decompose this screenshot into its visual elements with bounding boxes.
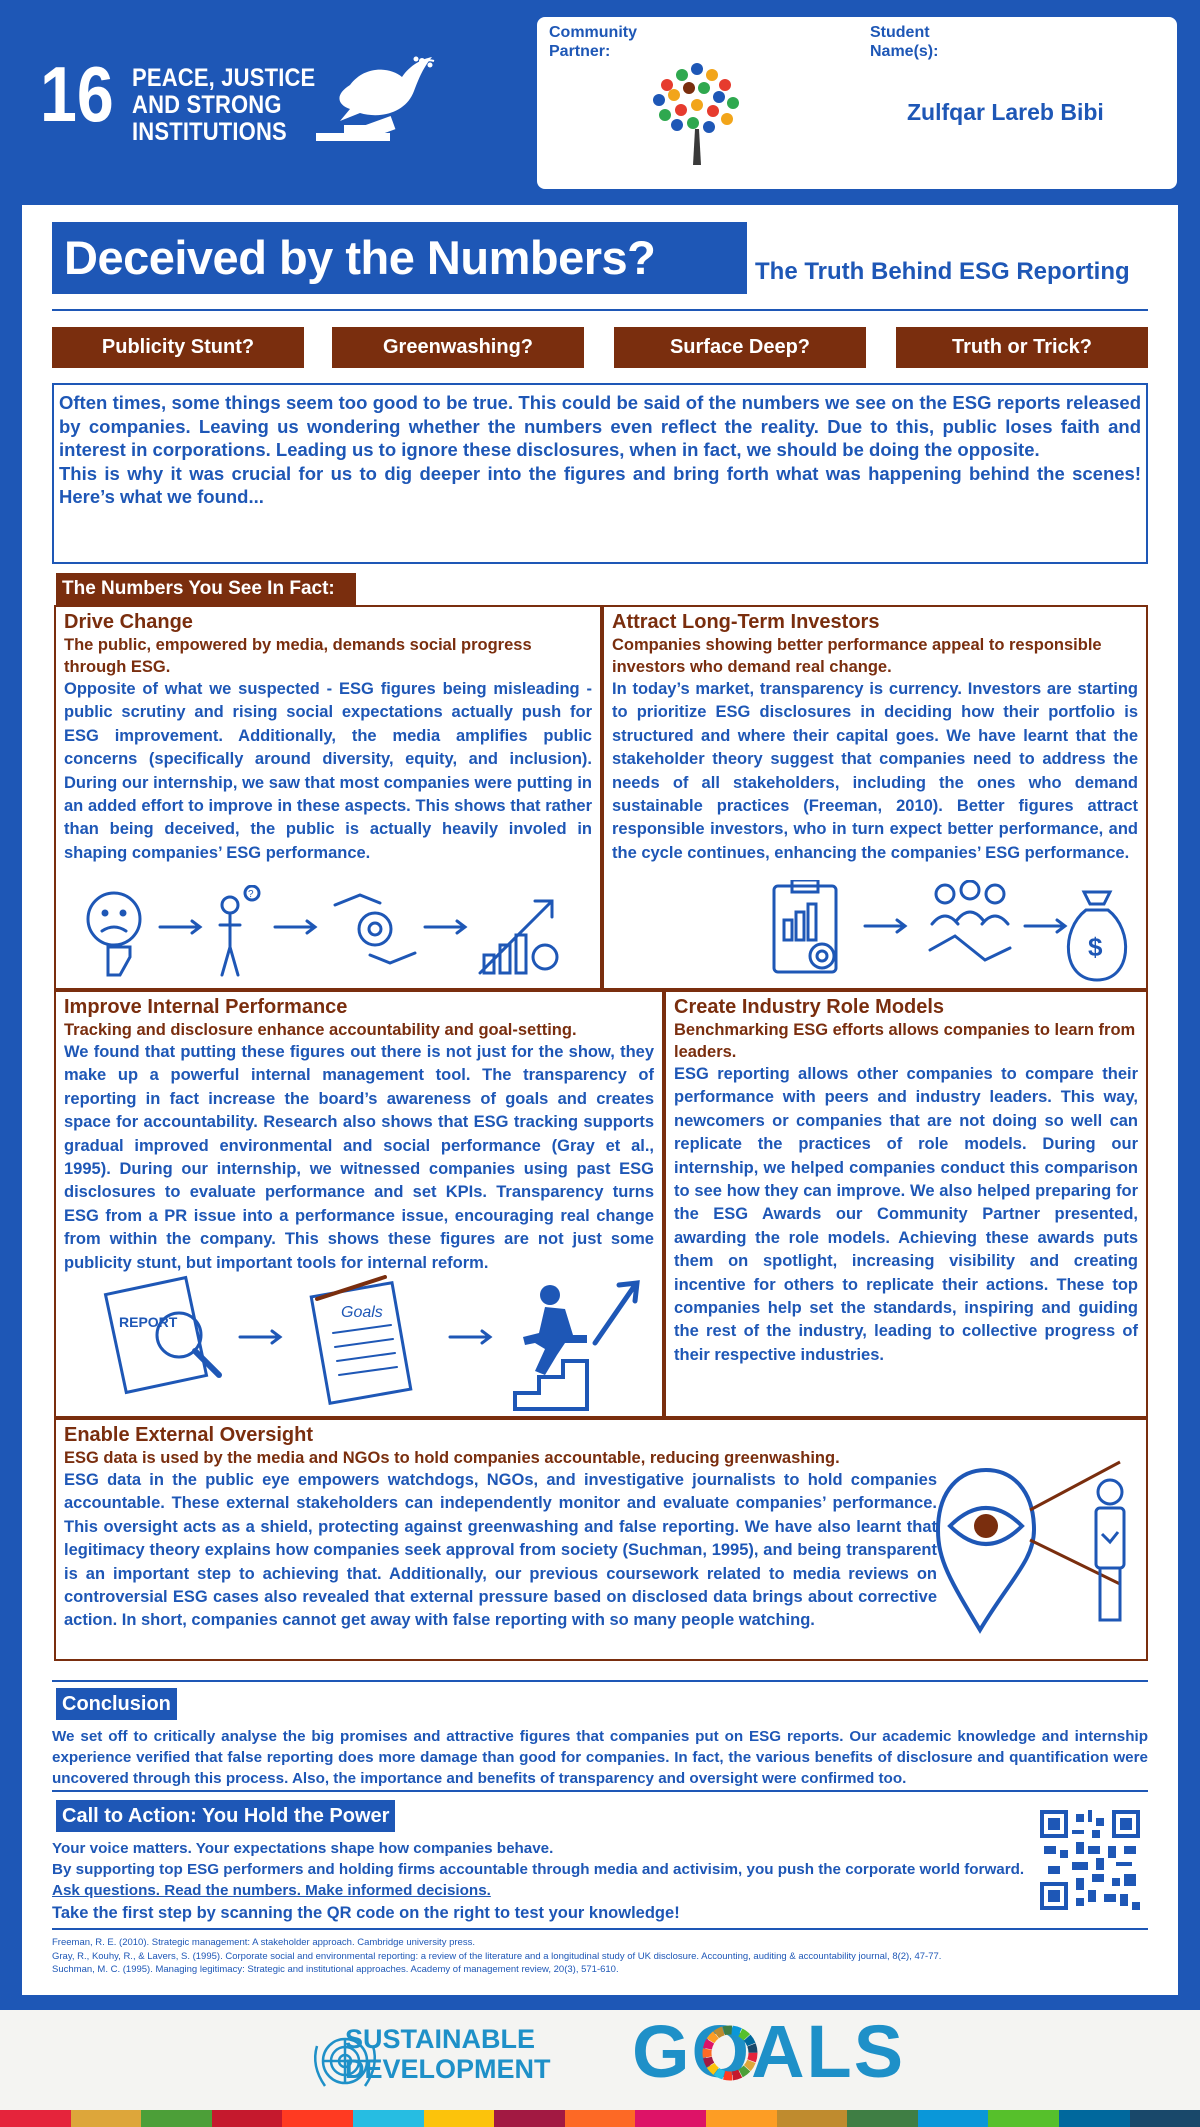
sdg-title-line: AND STRONG xyxy=(132,91,282,119)
sdg16-badge xyxy=(40,50,420,165)
references xyxy=(52,1936,1152,1977)
intro-paragraph: This is why it was crucial for us to dig deeper into the figures and bring forth what was happening behind the scenes! Here’s what we found... xyxy=(59,462,1141,507)
card-body: We found that putting these figures out there is not just for the show, they make up a powerful internal management tool. The transparency of reporting in fact increase the board’s awareness of goals and creates space for accountability. Research also shows that ESG tracking supports gradual improved environmental and social performance (Gray et al., 1995). During our internship, we witnessed companies using past ESG disclosures to evaluate performance and set KPIs. Transparency turns ESG from a PR issue into a performance issue, encouraging real change from within the company. This shows these figures are not just some publicity stunt, but important tools for internal reform. xyxy=(64,1043,654,1272)
cta-line: Take the first step by scanning the QR code on the right to test your knowledge! xyxy=(52,1904,680,1922)
arrow-icon xyxy=(1025,920,1065,932)
arrow-icon xyxy=(865,920,905,932)
card-title: Improve Internal Performance xyxy=(64,996,348,1018)
card-lead: ESG data is used by the media and NGOs to hold companies accountable, reducing greenwashing. xyxy=(64,1449,840,1467)
divider xyxy=(52,1790,1148,1792)
clipboard-target-icon xyxy=(774,880,836,972)
sdg-wordmark-line: SUSTAINABLE xyxy=(345,2024,536,2054)
goals-label: Goals xyxy=(341,1304,383,1321)
pill-surface: Surface Deep? xyxy=(614,327,866,368)
label-line: Student xyxy=(870,24,930,41)
cta-heading: Call to Action: You Hold the Power xyxy=(56,1800,395,1832)
sdg-title-line: INSTITUTIONS xyxy=(132,118,287,146)
reference-item: Suchman, M. C. (1995). Managing legitimacy: Strategic and institutional approaches. Academy of management review, 20(3), 571-610. xyxy=(52,1964,619,1975)
card-title: Attract Long-Term Investors xyxy=(612,611,880,633)
attract-investors-flow xyxy=(770,880,1135,985)
cta-body xyxy=(52,1838,1032,1924)
cta-link[interactable]: Ask questions. Read the numbers. Make informed decisions. xyxy=(52,1882,491,1899)
pill-truth: Truth or Trick? xyxy=(896,327,1148,368)
divider xyxy=(52,1680,1148,1682)
card-title: Drive Change xyxy=(64,611,193,633)
arrow-icon xyxy=(275,921,315,933)
cta-line: Your voice matters. Your expectations shape how companies behave. xyxy=(52,1840,554,1857)
card-title: Enable External Oversight xyxy=(64,1424,313,1446)
card-lead: Tracking and disclosure enhance accountability and goal-setting. xyxy=(64,1021,577,1039)
sdg-footer xyxy=(0,2010,1200,2110)
sdg-number: 16 xyxy=(40,50,114,138)
label-line: Partner: xyxy=(549,43,611,60)
community-partner-label xyxy=(549,23,637,61)
facts-heading: The Numbers You See In Fact: xyxy=(56,573,356,605)
goals-document-icon xyxy=(311,1277,411,1403)
sdg-wheel-icon xyxy=(701,2024,759,2082)
arrow-icon xyxy=(240,1331,280,1343)
card-lead: Companies showing better performance appeal to responsible investors who demand real change. xyxy=(612,636,1102,676)
card-lead: The public, empowered by media, demands social progress through ESG. xyxy=(64,636,532,676)
card-body: In today’s market, transparency is currency. Investors are starting to prioritize ESG disclosures in deciding how their portfolio is structured and where their capital goes. We have learnt that the stakeholder theory suggest that companies need to address the needs of all stakeholders, including the ones who demand sustainable practices (Freeman, 2010). Better figures attract responsible investors, who in turn expect better performance, and the cycle continues, enhancing the companies’ ESG performance. xyxy=(612,680,1138,862)
eye-location-icon xyxy=(938,1470,1034,1630)
divider xyxy=(52,1928,1148,1930)
person-watching-icon xyxy=(1096,1480,1124,1620)
cta-line: By supporting top ESG performers and holding firms accountable through media and activisim, you push the corporate world forward. xyxy=(52,1861,1025,1878)
sdg-title xyxy=(132,65,315,146)
sdg-wordmark xyxy=(345,2024,551,2084)
arrow-icon xyxy=(425,921,465,933)
improve-performance-flow xyxy=(95,1275,655,1413)
growth-chart-icon xyxy=(480,901,557,973)
report-magnifier-icon xyxy=(106,1278,219,1393)
poster-title: Deceived by the Numbers? xyxy=(52,222,747,294)
sdg-title-line: PEACE, JUSTICE xyxy=(132,64,316,92)
reference-item: Freeman, R. E. (2010). Strategic management: A stakeholder approach. Cambridge university press. xyxy=(52,1937,475,1948)
qr-code-icon[interactable] xyxy=(1040,1810,1140,1910)
conclusion-body: We set off to critically analyse the big promises and attractive figures that companies put on ESG reports. Our academic knowledge and internship experience verified that false reporting does more damage than good for companies. In fact, the various benefits of disclosure and quantification were uncovered through this process. Also, the importance and benefits of transparency and oversight were confirmed too. xyxy=(52,1728,1148,1787)
unhappy-face-icon xyxy=(88,893,140,975)
gear-hands-icon xyxy=(335,895,415,963)
card-body: Opposite of what we suspected - ESG figures being misleading - public scrutiny and rising social expectations actually push for ESG improvement. Additionally, the media amplifies public concerns (specifically around diversity, equity, and inclusion). During our internship, we saw that most companies were putting in an added effort to improve in these aspects. This shows that rather than being deceived, the public is actually heavily involed in shaping companies’ ESG performance. xyxy=(64,680,592,862)
arrow-icon xyxy=(450,1331,490,1343)
sdg-color-strip xyxy=(0,2110,1200,2127)
poster-subtitle: The Truth Behind ESG Reporting xyxy=(755,258,1130,285)
climbing-stairs-icon xyxy=(515,1283,637,1409)
dove-gavel-icon xyxy=(310,55,450,155)
handshake-team-icon xyxy=(930,881,1010,960)
student-names-label xyxy=(870,23,938,61)
money-bag-icon xyxy=(1068,892,1125,980)
student-name: Zulfqar Lareb Bibi xyxy=(907,99,1104,125)
partner-card xyxy=(537,17,1177,189)
card-role-models xyxy=(664,990,1148,1418)
divider xyxy=(52,309,1148,311)
confused-person-icon xyxy=(220,886,259,975)
arrow-icon xyxy=(160,921,200,933)
label-line: Name(s): xyxy=(870,43,939,60)
drive-change-flow xyxy=(80,885,580,985)
card-body: ESG data in the public eye empowers watchdogs, NGOs, and investigative journalists to hold companies accountable. These external stakeholders can independently monitor and evaluate companies’ performance. This oversight acts as a shield, protecting against greenwashing and false reporting. We have also learnt that legitimacy theory explains how companies seek approval from society (Suchman, 1995), and being transparent is an important step to achieving that. Additionally, our previous coursework related to media reviews on controversial ESG cases also revealed that external pressure based on disclosed data brings about corrective action. In short, companies cannot get away with false reporting with so many people watching. xyxy=(64,1471,937,1630)
partner-tree-logo xyxy=(637,55,757,175)
label-line: Community xyxy=(549,24,637,41)
oversight-illustration xyxy=(930,1450,1140,1635)
report-label: REPORT xyxy=(119,1314,178,1330)
card-lead: Benchmarking ESG efforts allows companies to learn from leaders. xyxy=(674,1021,1136,1061)
card-body: ESG reporting allows other companies to compare their performance with peers and industry leaders. This way, newcomers or companies that are not doing so well can replicate the practices of role models. During our internship, we helped companies conduct this comparison to see how they can improve. We also helped preparing for the ESG Awards our Community Partner presented, awarding the role models. Achieving these awards puts them on spotlight, increasing visibility and creating incentive for others to replicate their actions. These top companies help set the standards, inspiring and guiding the rest of the industry, leading to collective progress of their respective industries. xyxy=(674,1065,1138,1364)
pill-greenwashing: Greenwashing? xyxy=(332,327,584,368)
svg-text:?: ? xyxy=(248,889,254,900)
pill-publicity: Publicity Stunt? xyxy=(52,327,304,368)
reference-item: Gray, R., Kouhy, R., & Lavers, S. (1995). Corporate social and environmental reporting: a review of the literature and a longitudinal study of UK disclosure. Accounting, auditing & accountability journal, 8(2), 47-77. xyxy=(52,1950,942,1962)
intro-box xyxy=(52,383,1148,564)
sdg-wordmark-line: DEVELOPMENT xyxy=(345,2054,551,2084)
card-title: Create Industry Role Models xyxy=(674,996,945,1018)
intro-paragraph: Often times, some things seem too good to be true. This could be said of the numbers we see on the ESG reports released by companies. Leaving us wondering whether the numbers even reflect the reality. Due to this, public loses faith and interest in corporations. Leading us to ignore these disclosures, when in fact, we should be doing the opposite. xyxy=(59,392,1141,460)
conclusion-heading: Conclusion xyxy=(56,1688,177,1720)
svg-text:$: $ xyxy=(1088,932,1103,962)
goals-wordmark: GOALS xyxy=(632,2010,906,2093)
